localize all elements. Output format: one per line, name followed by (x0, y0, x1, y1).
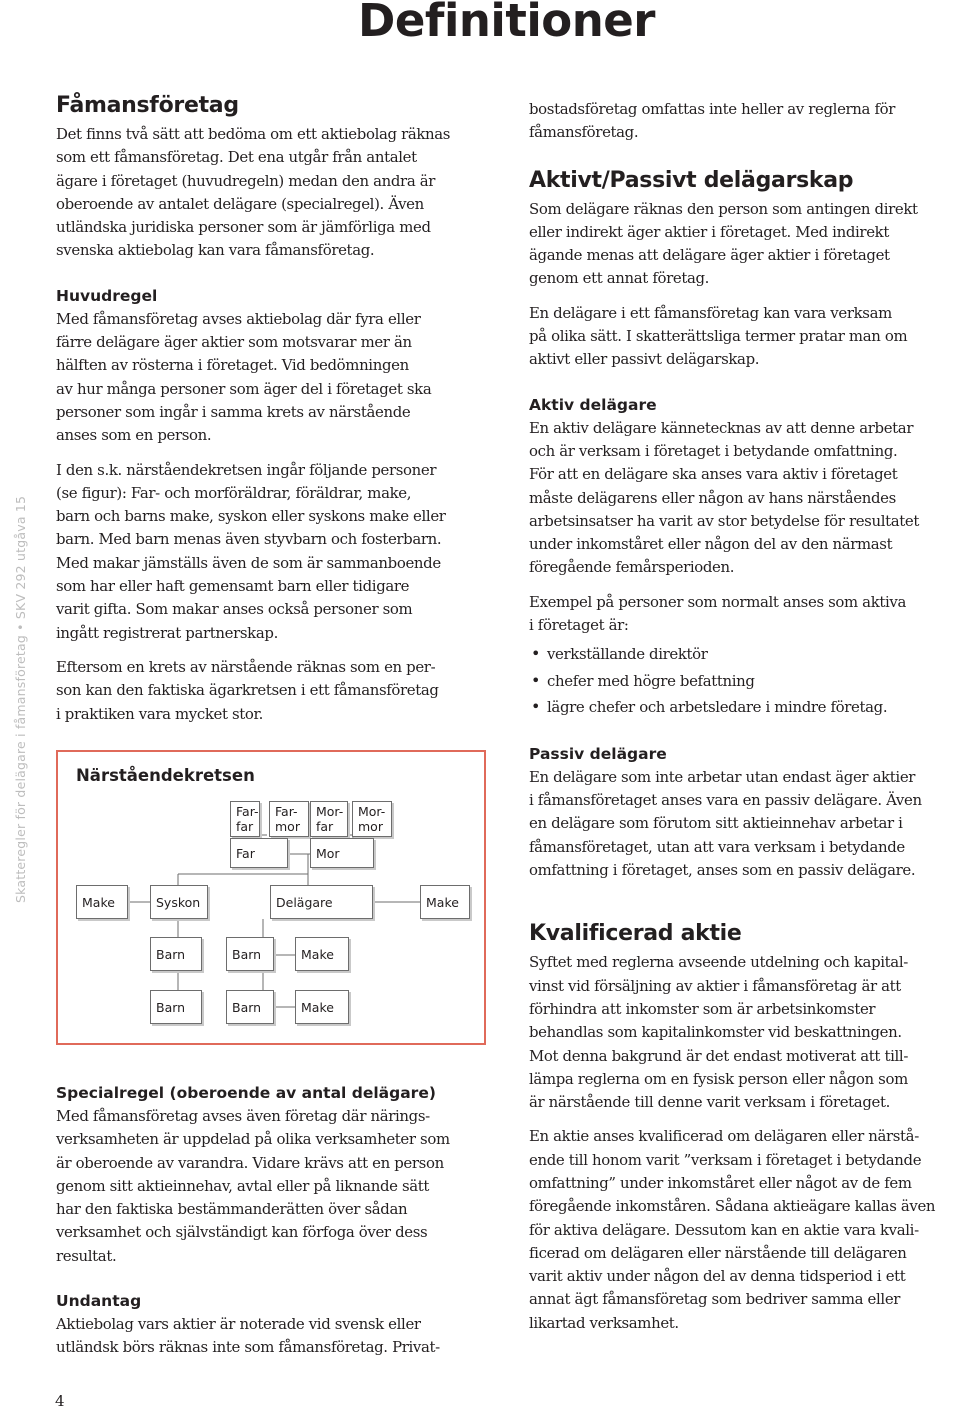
text-line: hälften av rösterna i företaget. Vid bedömningen (56, 356, 409, 375)
text-line: genom ett annat företag. (529, 269, 710, 288)
node-farfar: Far- far (230, 801, 260, 837)
text-line: Aktiebolag vars aktier är noterade vid svensk eller (56, 1315, 421, 1334)
text-line: För att en delägare ska anses vara aktiv i företaget (529, 465, 898, 484)
text-line: I den s.k. närståendekretsen ingår följande personer (56, 460, 437, 479)
text-line: aktivt eller passivt delägarskap. (529, 350, 760, 369)
page-title: Definitioner (358, 0, 655, 47)
text-line: genom sitt aktieinnehav, avtal eller på liknande sätt (56, 1176, 430, 1195)
text-line: verksamhet och självständigt kan förfoga över dess (56, 1223, 428, 1242)
side-running-text: Skatteregler för delägare i fåmansföretag • SKV 292 utgåva 15 (13, 495, 28, 903)
text-line: av hur många personer som äger del i företaget ska (56, 379, 432, 398)
text-line: ägande menas att delägare äger aktier i företaget (529, 246, 890, 265)
text-line: lämpa reglerna om en fysisk person eller någon som (529, 1069, 908, 1088)
text-line: En aktie anses kvalificerad om delägaren eller närstå- (529, 1127, 919, 1146)
text-line: på olika sätt. I skatterättsliga termer pratar man om (529, 327, 908, 346)
specialregel-paragraph (56, 1105, 488, 1268)
left-column-bottom (56, 1082, 488, 1360)
section-title-kvalificerad-aktie: Kvalificerad aktie (529, 921, 742, 947)
narstaendekretsen-diagram (56, 750, 486, 1045)
text-line: i fåmansföretaget anses vara en passiv delägare. Även (529, 791, 922, 810)
text-line: eller indirekt äger aktier i företaget. Med indirekt (529, 222, 889, 241)
text-line: omfattning i företaget, anses som en passiv delägare. (529, 861, 916, 880)
text-line: Syftet med reglerna avseende utdelning och kapital- (529, 953, 908, 972)
text-line: ficerad om delägaren eller närstående till delägaren (529, 1243, 907, 1262)
text-line: verksamheten är uppdelad på olika verksamheter som (56, 1130, 450, 1149)
text-line: Eftersom en krets av närstående räknas som en per- (56, 657, 436, 676)
text-line: färre delägare äger aktier som motsvarar mer än (56, 333, 412, 352)
node-make-right: Make (420, 885, 470, 919)
node-barnbarn-1: Barn (150, 990, 202, 1024)
text-line: i praktiken vara mycket stor. (56, 704, 264, 723)
text-line: ägare i företaget (huvudregeln) medan den andra är (56, 171, 436, 190)
text-line: varit aktiv under någon del av denna tidsperiod i ett (529, 1267, 906, 1286)
text-line: är oberoende av varandra. Vidare krävs att en person (56, 1153, 444, 1172)
text-line: likartad verksamhet. (529, 1313, 679, 1332)
text-line: Som delägare räknas den person som antingen direkt (529, 199, 918, 218)
aktiv-paragraph-2 (529, 591, 960, 638)
list-item: • verkställande direktör (529, 641, 960, 668)
text-line: för aktiva delägare. Dessutom kan en aktie vara kvali- (529, 1220, 919, 1239)
kvalificerad-paragraph-1 (529, 951, 960, 1114)
text-line: som har eller haft gemensamt barn eller tidigare (56, 577, 410, 596)
node-mormor: Mor- mor (352, 801, 392, 837)
aktivt-paragraph-1 (529, 198, 960, 291)
node-syskon: Syskon (150, 885, 208, 919)
text-line: Det finns två sätt att bedöma om ett aktiebolag räknas (56, 125, 451, 143)
text-line: är närstående till denne varit verksam i företaget. (529, 1093, 890, 1112)
text-line: omfattning” under inkomståret eller något av de fem (529, 1174, 912, 1192)
text-line: svenska aktiebolag kan vara fåmansföretag. (56, 241, 375, 260)
page-number: 4 (55, 1392, 65, 1410)
huvudregel-paragraph-3 (56, 656, 488, 726)
section-title-famansforetag: Fåmansföretag (56, 93, 239, 118)
text-line: vinst vid försäljning av aktier i fåmansföretag är att (529, 976, 901, 995)
node-barnbarn-2: Barn (226, 990, 274, 1024)
node-make-barn: Make (295, 937, 349, 971)
node-farmor: Far- mor (269, 801, 309, 837)
text-line: fåmansföretag. (529, 123, 639, 142)
subsection-title-undantag: Undantag (56, 1292, 142, 1311)
node-delagare: Delägare (270, 885, 373, 919)
text-line: ende till honom varit ”verksam i företaget i betydande (529, 1150, 922, 1169)
node-make-barnbarn: Make (295, 990, 349, 1024)
text-line: föregående inkomståren. Sådana aktieägare kallas även (529, 1197, 936, 1216)
text-line: och är verksam i företaget i betydande omfattning. (529, 441, 898, 460)
text-line: anses som en person. (56, 426, 212, 445)
subsection-title-specialregel: Specialregel (oberoende av antal delägare) (56, 1084, 436, 1102)
text-line: bostadsföretag omfattas inte heller av reglerna för (529, 100, 895, 118)
text-line: utländsk börs räknas inte som fåmansföretag. Privat- (56, 1338, 440, 1357)
node-make-left: Make (76, 885, 128, 919)
left-column-top (56, 92, 488, 726)
aktiv-paragraph-1 (529, 417, 960, 580)
text-line: en delägare som förutom sitt aktieinnehav arbetar i (529, 814, 903, 833)
text-line: En delägare som inte arbetar utan endast äger aktier (529, 767, 916, 786)
text-line: föregående femårsperioden. (529, 558, 735, 577)
text-line: annat ägt fåmansföretag som bedriver samma eller (529, 1290, 901, 1309)
text-line: under inkomståret eller någon del av den närmast (529, 535, 893, 554)
text-line: oberoende av antalet delägare (specialregel). Även (56, 194, 424, 213)
passiv-paragraph (529, 766, 960, 882)
text-line: En aktiv delägare kännetecknas av att denne arbetar (529, 418, 914, 437)
text-line: Med fåmansföretag avses aktiebolag där fyra eller (56, 309, 421, 328)
text-line: varit gifta. Som makar anses också personer som (56, 600, 413, 619)
list-item: • lägre chefer och arbetsledare i mindre företag. (529, 694, 960, 721)
subsection-title-passiv-delagare: Passiv delägare (529, 744, 667, 763)
text-line: ingått registrerat partnerskap. (56, 623, 278, 642)
text-line: personer som ingår i samma krets av närstående (56, 402, 411, 421)
text-line: (se figur): Far- och morföräldrar, föräldrar, make, (56, 483, 412, 502)
text-line: En delägare i ett fåmansföretag kan vara verksam (529, 303, 892, 322)
text-line: Mot denna bakgrund är det endast motiverat att till- (529, 1046, 909, 1065)
text-line: behandlas som kapitalinkomster vid beskattningen. (529, 1023, 902, 1042)
subsection-title-huvudregel: Huvudregel (56, 286, 158, 305)
text-line: som ett fåmansföretag. Det ena utgår från antalet (56, 148, 417, 167)
kvalificerad-paragraph-2 (529, 1125, 960, 1335)
text-line: fåmansföretaget, utan att vara verksam i betydande (529, 837, 905, 856)
diagram-title: Närståendekretsen (76, 766, 255, 785)
text-line: utländska juridiska personer som är jämförliga med (56, 218, 431, 237)
section-title-aktivt-passivt: Aktivt/Passivt delägarskap (529, 167, 854, 193)
node-morfar: Mor- far (310, 801, 348, 837)
text-line: barn. Med barn menas även styvbarn och fosterbarn. (56, 530, 442, 549)
text-line: måste delägarens eller någon av hans närståendes (529, 488, 896, 507)
aktivt-paragraph-2 (529, 302, 960, 372)
node-barn-delagare: Barn (226, 937, 274, 971)
text-line: förhindra att inkomster som är arbetsinkomster (529, 999, 876, 1018)
subsection-title-aktiv-delagare: Aktiv delägare (529, 395, 657, 414)
node-barn-syskon: Barn (150, 937, 202, 971)
text-line: har den faktiska bestämmanderätten över sådan (56, 1200, 408, 1219)
node-mor: Mor (310, 838, 374, 868)
text-line: son kan den faktiska ägarkretsen i ett fåmansföretag (56, 681, 439, 700)
text-line: resultat. (56, 1246, 117, 1265)
continuation-paragraph (529, 98, 960, 145)
text-line: i företaget är: (529, 616, 629, 635)
text-line: Exempel på personer som normalt anses som aktiva (529, 592, 907, 611)
huvudregel-paragraph-1 (56, 308, 488, 448)
list-item: • chefer med högre befattning (529, 668, 960, 695)
text-line: barn och barns make, syskon eller syskons make eller (56, 507, 446, 526)
undantag-paragraph (56, 1313, 488, 1360)
text-line: Med makar jämställs även de som är sammanboende (56, 553, 441, 572)
famansforetag-paragraph (56, 123, 488, 263)
text-line: Med fåmansföretag avses även företag där närings- (56, 1107, 430, 1125)
right-column (529, 98, 960, 1335)
text-line: arbetsinsatser ha varit av stor betydelse för resultatet (529, 511, 920, 530)
aktiv-examples-list (529, 641, 960, 721)
node-far: Far (230, 838, 288, 868)
huvudregel-paragraph-2 (56, 459, 488, 645)
